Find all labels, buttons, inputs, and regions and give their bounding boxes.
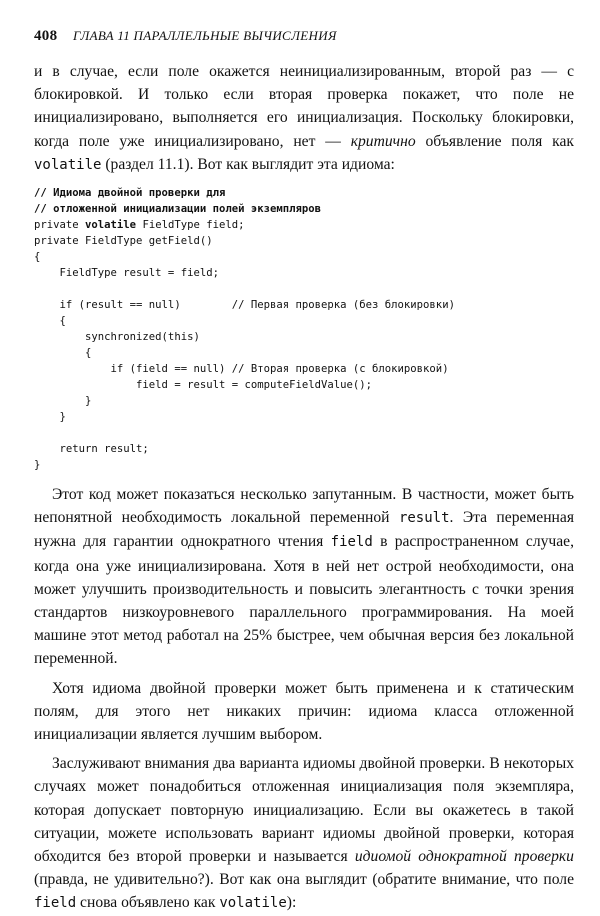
code-text: FieldType field; [136,219,245,232]
code-line: synchronized(this) [34,331,200,344]
emphasis-text: критично [350,132,416,150]
inline-code: field [34,895,77,912]
page-header [34,28,574,50]
code-line: { [34,347,92,360]
code-listing-double-check [34,185,574,473]
code-line: } [34,411,66,424]
code-line: private FieldType getField() [34,235,213,248]
inline-code: volatile [219,895,287,912]
code-comment: // Идиома двойной проверки для [34,187,226,200]
text-run: Этот код может показаться несколько запутанным. В частности, может быть непонятной необходимость локальной переменной [34,486,574,527]
paragraph-variants [34,752,574,915]
code-line: if (result == null) // Первая проверка (без блокировки) [34,299,455,312]
code-line: { [34,251,41,264]
page-number: 408 [34,28,58,44]
code-line: { [34,315,66,328]
paragraph-intro [34,60,574,177]
code-line: if (field == null) // Вторая проверка (с блокировкой) [34,363,449,376]
text-run: в распространенном случае, когда она уже инициализирована. Хотя в ней нет острой необходимости, она может улучшить производительность и повысить элегантность с точки зрения стандартов низкоуровневого параллельного программирования. На моей машине этот метод работал на 25% быстрее, чем обычная версия без локальной переменной. [34,533,574,668]
paragraph-explanation [34,483,574,671]
text-run: снова объявлено как [76,894,220,912]
text-run: (раздел 11.1). Вот как выглядит эта идиома: [101,155,395,173]
paragraph-static-fields: Хотя идиома двойной проверки может быть применена и к статическим полям, для этого нет никаких причин: идиома класса отложенной инициализации является лучшим выбором. [34,679,574,744]
code-text: private [34,219,86,232]
inline-code: field [330,534,373,551]
code-line: return result; [34,443,149,456]
text-run: (правда, не удивительно?). Вот как она выглядит (обратите внимание, что поле [34,871,574,889]
emphasis-text: идиомой однократной проверки [354,848,574,866]
book-page [34,28,574,916]
text-run: объявление поля как [415,132,574,150]
code-line: field = result = computeFieldValue(); [34,379,373,392]
text-run: Заслуживают внимания два варианта идиомы двойной проверки. В некоторых случаях может понадобиться отложенная инициализация поля экземпляра, которая допускает повторную инициализацию. Если вы окажетесь в такой ситуации, можете использовать вариант идиомы двойной проверки, которая обходится без второй проверки и называется [34,755,574,866]
text-run: и в случае, если поле окажется неинициализированным, второй раз — с блокировкой. И только если вторая проверка покажет, что поле не инициализировано, выполняется его инициализация. Поскольку блокировки, когда поле уже инициализировано, нет — [34,63,574,150]
text-run: ): [286,894,297,912]
running-title: ГЛАВА 11 ПАРАЛЛЕЛЬНЫЕ ВЫЧИСЛЕНИЯ [72,28,337,43]
body-text [34,60,574,916]
code-line: } [34,395,92,408]
inline-code: volatile [34,156,102,173]
code-line: FieldType result = field; [34,267,219,280]
code-keyword: volatile [85,219,137,232]
text-run: . Эта переменная нужна для гарантии однократного чтения [34,509,574,551]
code-line: } [34,459,41,472]
code-comment: // отложенной инициализации полей экземпляров [34,203,322,216]
inline-code: result [398,510,450,527]
